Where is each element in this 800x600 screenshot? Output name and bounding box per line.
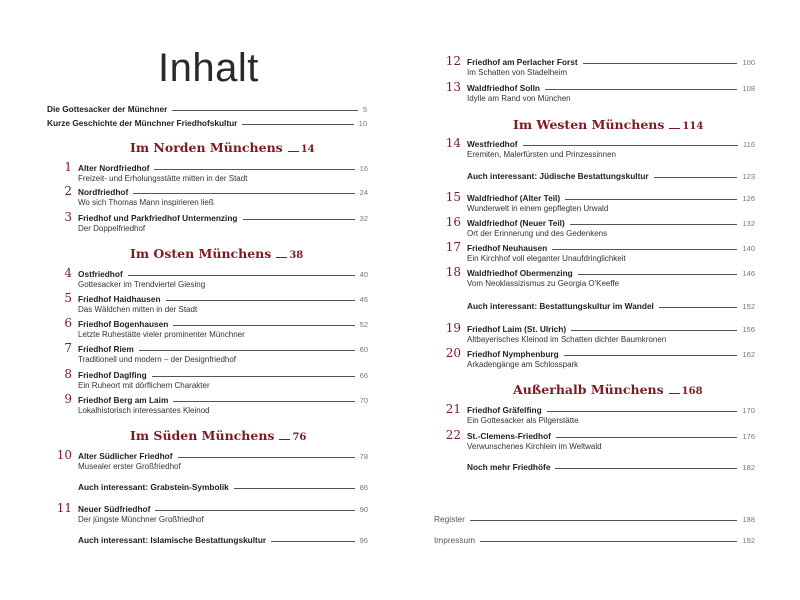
toc-entry[interactable] bbox=[50, 448, 368, 472]
appendix-label: Impressum bbox=[434, 535, 476, 545]
entry-title: Alter Nordfriedhof bbox=[78, 163, 150, 173]
entry-subtitle: Eremiten, Malerfürsten und Prinzessinnen bbox=[467, 150, 616, 159]
entry-page: 78 bbox=[359, 452, 368, 461]
entry-subtitle: Musealer erster Großfriedhof bbox=[78, 462, 181, 471]
toc-entry[interactable] bbox=[50, 316, 368, 340]
page-title: Inhalt bbox=[158, 46, 259, 90]
toc-extra-row[interactable] bbox=[78, 482, 368, 493]
toc-entry[interactable] bbox=[439, 215, 755, 239]
toc-entry[interactable] bbox=[439, 265, 755, 289]
entry-page: 40 bbox=[359, 270, 368, 279]
entry-page: 176 bbox=[742, 432, 755, 441]
extra-page: 123 bbox=[742, 172, 755, 181]
section-heading-outside[interactable] bbox=[513, 382, 703, 397]
extra-label: Auch interessant: Grabstein-Symbolik bbox=[78, 482, 229, 492]
entry-subtitle: Im Schatten von Stadelheim bbox=[467, 68, 568, 77]
section-title: Im Norden Münchens bbox=[130, 140, 283, 155]
entry-page: 46 bbox=[359, 295, 368, 304]
extra-label: Auch interessant: Islamische Bestattungskultur bbox=[78, 535, 267, 545]
entry-page: 156 bbox=[742, 325, 755, 334]
section-title: Im Westen Münchens bbox=[513, 117, 665, 132]
entry-title: Friedhof Bogenhausen bbox=[78, 319, 169, 329]
extra-page: 152 bbox=[742, 302, 755, 311]
entry-number: 16 bbox=[445, 215, 461, 229]
section-page: 168 bbox=[681, 386, 703, 397]
toc-intro-label: Die Gottesacker der Münchner bbox=[47, 104, 168, 114]
toc-entry[interactable] bbox=[439, 240, 755, 264]
entry-number: 21 bbox=[445, 402, 461, 416]
entry-page: 60 bbox=[359, 345, 368, 354]
entry-number: 4 bbox=[64, 266, 72, 280]
section-page: 76 bbox=[292, 432, 307, 443]
entry-number: 19 bbox=[445, 321, 461, 335]
entry-title: Alter Südlicher Friedhof bbox=[78, 451, 173, 461]
entry-page: 52 bbox=[359, 320, 368, 329]
toc-entry[interactable] bbox=[50, 392, 368, 416]
entry-title: Waldfriedhof Solln bbox=[467, 83, 540, 93]
appendix-label: Register bbox=[434, 514, 465, 524]
toc-extra-row[interactable] bbox=[467, 171, 755, 182]
entry-subtitle: Lokalhistorisch interessantes Kleinod bbox=[78, 406, 210, 415]
entry-subtitle: Der jüngste Münchner Großfriedhof bbox=[78, 515, 204, 524]
entry-title: Neuer Südfriedhof bbox=[78, 504, 151, 514]
entry-number: 3 bbox=[64, 210, 72, 224]
entry-title: Friedhof Daglfing bbox=[78, 370, 147, 380]
entry-number: 15 bbox=[445, 190, 461, 204]
extra-page: 182 bbox=[742, 463, 755, 472]
entry-page: 170 bbox=[742, 406, 755, 415]
toc-intro-label: Kurze Geschichte der Münchner Friedhofskultur bbox=[47, 118, 238, 128]
entry-subtitle: Traditionell und modern – der Designfriedhof bbox=[78, 355, 237, 364]
entry-number: 11 bbox=[56, 501, 72, 515]
appendix-page: 192 bbox=[742, 536, 755, 545]
toc-extra-row[interactable] bbox=[467, 301, 755, 312]
section-page: 14 bbox=[300, 144, 315, 155]
entry-title: Friedhof und Parkfriedhof Untermenzing bbox=[78, 213, 238, 223]
section-heading-south[interactable] bbox=[130, 428, 306, 443]
entry-subtitle: Ein Ruheort mit dörflichem Charakter bbox=[78, 381, 210, 390]
entry-page: 16 bbox=[359, 164, 368, 173]
toc-page-number: 5 bbox=[362, 105, 367, 114]
entry-subtitle: Freizeit- und Erholungsstätte mitten in der Stadt bbox=[78, 174, 248, 183]
entry-title: Friedhof Haidhausen bbox=[78, 294, 161, 304]
toc-intro-row[interactable] bbox=[47, 118, 367, 129]
entry-page: 116 bbox=[743, 140, 755, 149]
entry-page: 66 bbox=[359, 371, 368, 380]
extra-label: Auch interessant: Jüdische Bestattungskultur bbox=[467, 171, 649, 181]
entry-number: 10 bbox=[56, 448, 72, 462]
entry-subtitle: Altbayerisches Kleinod im Schatten dichter Baumkronen bbox=[467, 335, 667, 344]
entry-subtitle: Gottesacker im Trendviertel Giesing bbox=[78, 280, 206, 289]
toc-entry[interactable] bbox=[439, 428, 755, 452]
toc-appendix-row[interactable] bbox=[434, 514, 755, 525]
toc-entry[interactable] bbox=[439, 321, 755, 345]
entry-title: Friedhof Gräfelfing bbox=[467, 405, 542, 415]
entry-number: 18 bbox=[445, 265, 461, 279]
entry-number: 17 bbox=[445, 240, 461, 254]
entry-number: 2 bbox=[64, 184, 72, 198]
entry-subtitle: Verwunschenes Kirchlein im Weltwald bbox=[467, 442, 602, 451]
toc-entry[interactable] bbox=[50, 367, 368, 391]
entry-page: 32 bbox=[359, 214, 368, 223]
toc-entry[interactable] bbox=[50, 501, 368, 525]
section-title: Im Osten Münchens bbox=[130, 246, 272, 261]
entry-number: 14 bbox=[445, 136, 461, 150]
entry-page: 140 bbox=[742, 244, 755, 253]
extra-label: Noch mehr Friedhöfe bbox=[467, 462, 551, 472]
entry-subtitle: Letzte Ruhestätte vieler prominenter Münchner bbox=[78, 330, 245, 339]
toc-entry[interactable] bbox=[50, 341, 368, 365]
toc-extra-row[interactable] bbox=[467, 462, 755, 473]
toc-entry[interactable] bbox=[50, 210, 368, 234]
entry-number: 6 bbox=[64, 316, 72, 330]
entry-subtitle: Idylle am Rand von München bbox=[467, 94, 571, 103]
entry-number: 9 bbox=[64, 392, 72, 406]
entry-title: Waldfriedhof (Alter Teil) bbox=[467, 193, 561, 203]
entry-subtitle: Ein Gottesacker als Pilgerstätte bbox=[467, 416, 579, 425]
entry-subtitle: Der Doppelfriedhof bbox=[78, 224, 146, 233]
section-heading-east[interactable] bbox=[130, 246, 303, 261]
entry-subtitle: Wunderwelt in einem gepflegten Urwald bbox=[467, 204, 609, 213]
section-page: 114 bbox=[682, 121, 704, 132]
section-page: 38 bbox=[289, 250, 304, 261]
entry-title: Friedhof Neuhausen bbox=[467, 243, 548, 253]
toc-entry[interactable] bbox=[439, 346, 755, 370]
entry-title: Nordfriedhof bbox=[78, 187, 129, 197]
entry-title: Westfriedhof bbox=[467, 139, 518, 149]
toc-page-number: 10 bbox=[358, 119, 367, 128]
toc-intro-row[interactable] bbox=[47, 104, 367, 115]
section-heading-west[interactable] bbox=[513, 117, 703, 132]
section-title: Außerhalb Münchens bbox=[513, 382, 664, 397]
entry-number: 12 bbox=[445, 54, 461, 68]
entry-subtitle: Vom Neoklassizismus zu Georgia O'Keeffe bbox=[467, 279, 620, 288]
entry-title: Waldfriedhof Obermenzing bbox=[467, 268, 573, 278]
entry-subtitle: Arkadengänge am Schlosspark bbox=[467, 360, 579, 369]
entry-title: St.-Clemens-Friedhof bbox=[467, 431, 551, 441]
toc-entry[interactable] bbox=[50, 160, 368, 184]
toc-entry[interactable] bbox=[439, 402, 755, 426]
extra-page: 96 bbox=[359, 536, 368, 545]
entry-title: Friedhof Berg am Laim bbox=[78, 395, 169, 405]
entry-title: Waldfriedhof (Neuer Teil) bbox=[467, 218, 565, 228]
entry-page: 162 bbox=[742, 350, 755, 359]
entry-page: 132 bbox=[742, 219, 755, 228]
extra-label: Auch interessant: Bestattungskultur im Wandel bbox=[467, 301, 654, 311]
entry-subtitle: Das Wäldchen mitten in der Stadt bbox=[78, 305, 198, 314]
entry-page: 70 bbox=[359, 396, 368, 405]
entry-title: Friedhof am Perlacher Forst bbox=[467, 57, 578, 67]
entry-title: Friedhof Riem bbox=[78, 344, 134, 354]
entry-number: 13 bbox=[445, 80, 461, 94]
toc-entry[interactable] bbox=[439, 54, 755, 78]
entry-number: 20 bbox=[445, 346, 461, 360]
toc-extra-row[interactable] bbox=[78, 535, 368, 546]
entry-page: 90 bbox=[359, 505, 368, 514]
entry-subtitle: Ein Kirchhof voll eleganter Unaufdringlichkeit bbox=[467, 254, 626, 263]
entry-number: 22 bbox=[445, 428, 461, 442]
appendix-page: 188 bbox=[742, 515, 755, 524]
entry-subtitle: Ort der Erinnerung und des Gedenkens bbox=[467, 229, 608, 238]
toc-entry[interactable] bbox=[439, 80, 755, 104]
section-heading-north[interactable] bbox=[130, 140, 315, 155]
entry-page: 24 bbox=[359, 188, 368, 197]
entry-title: Friedhof Laim (St. Ulrich) bbox=[467, 324, 567, 334]
entry-page: 108 bbox=[742, 84, 755, 93]
entry-subtitle: Wo sich Thomas Mann inspirieren ließ bbox=[78, 198, 214, 207]
toc-entry[interactable] bbox=[50, 184, 368, 208]
toc-entry[interactable] bbox=[50, 291, 368, 315]
entry-number: 5 bbox=[64, 291, 72, 305]
entry-number: 1 bbox=[64, 160, 72, 174]
toc-entry[interactable] bbox=[439, 190, 755, 214]
entry-number: 8 bbox=[64, 367, 72, 381]
entry-title: Friedhof Nymphenburg bbox=[467, 349, 559, 359]
entry-page: 100 bbox=[742, 58, 755, 67]
entry-page: 126 bbox=[742, 194, 755, 203]
section-title: Im Süden Münchens bbox=[130, 428, 275, 443]
toc-entry[interactable] bbox=[439, 136, 755, 160]
entry-page: 146 bbox=[742, 269, 755, 278]
extra-page: 86 bbox=[359, 483, 368, 492]
toc-appendix-row[interactable] bbox=[434, 535, 755, 546]
entry-title: Ostfriedhof bbox=[78, 269, 123, 279]
toc-entry[interactable] bbox=[50, 266, 368, 290]
entry-number: 7 bbox=[64, 341, 72, 355]
